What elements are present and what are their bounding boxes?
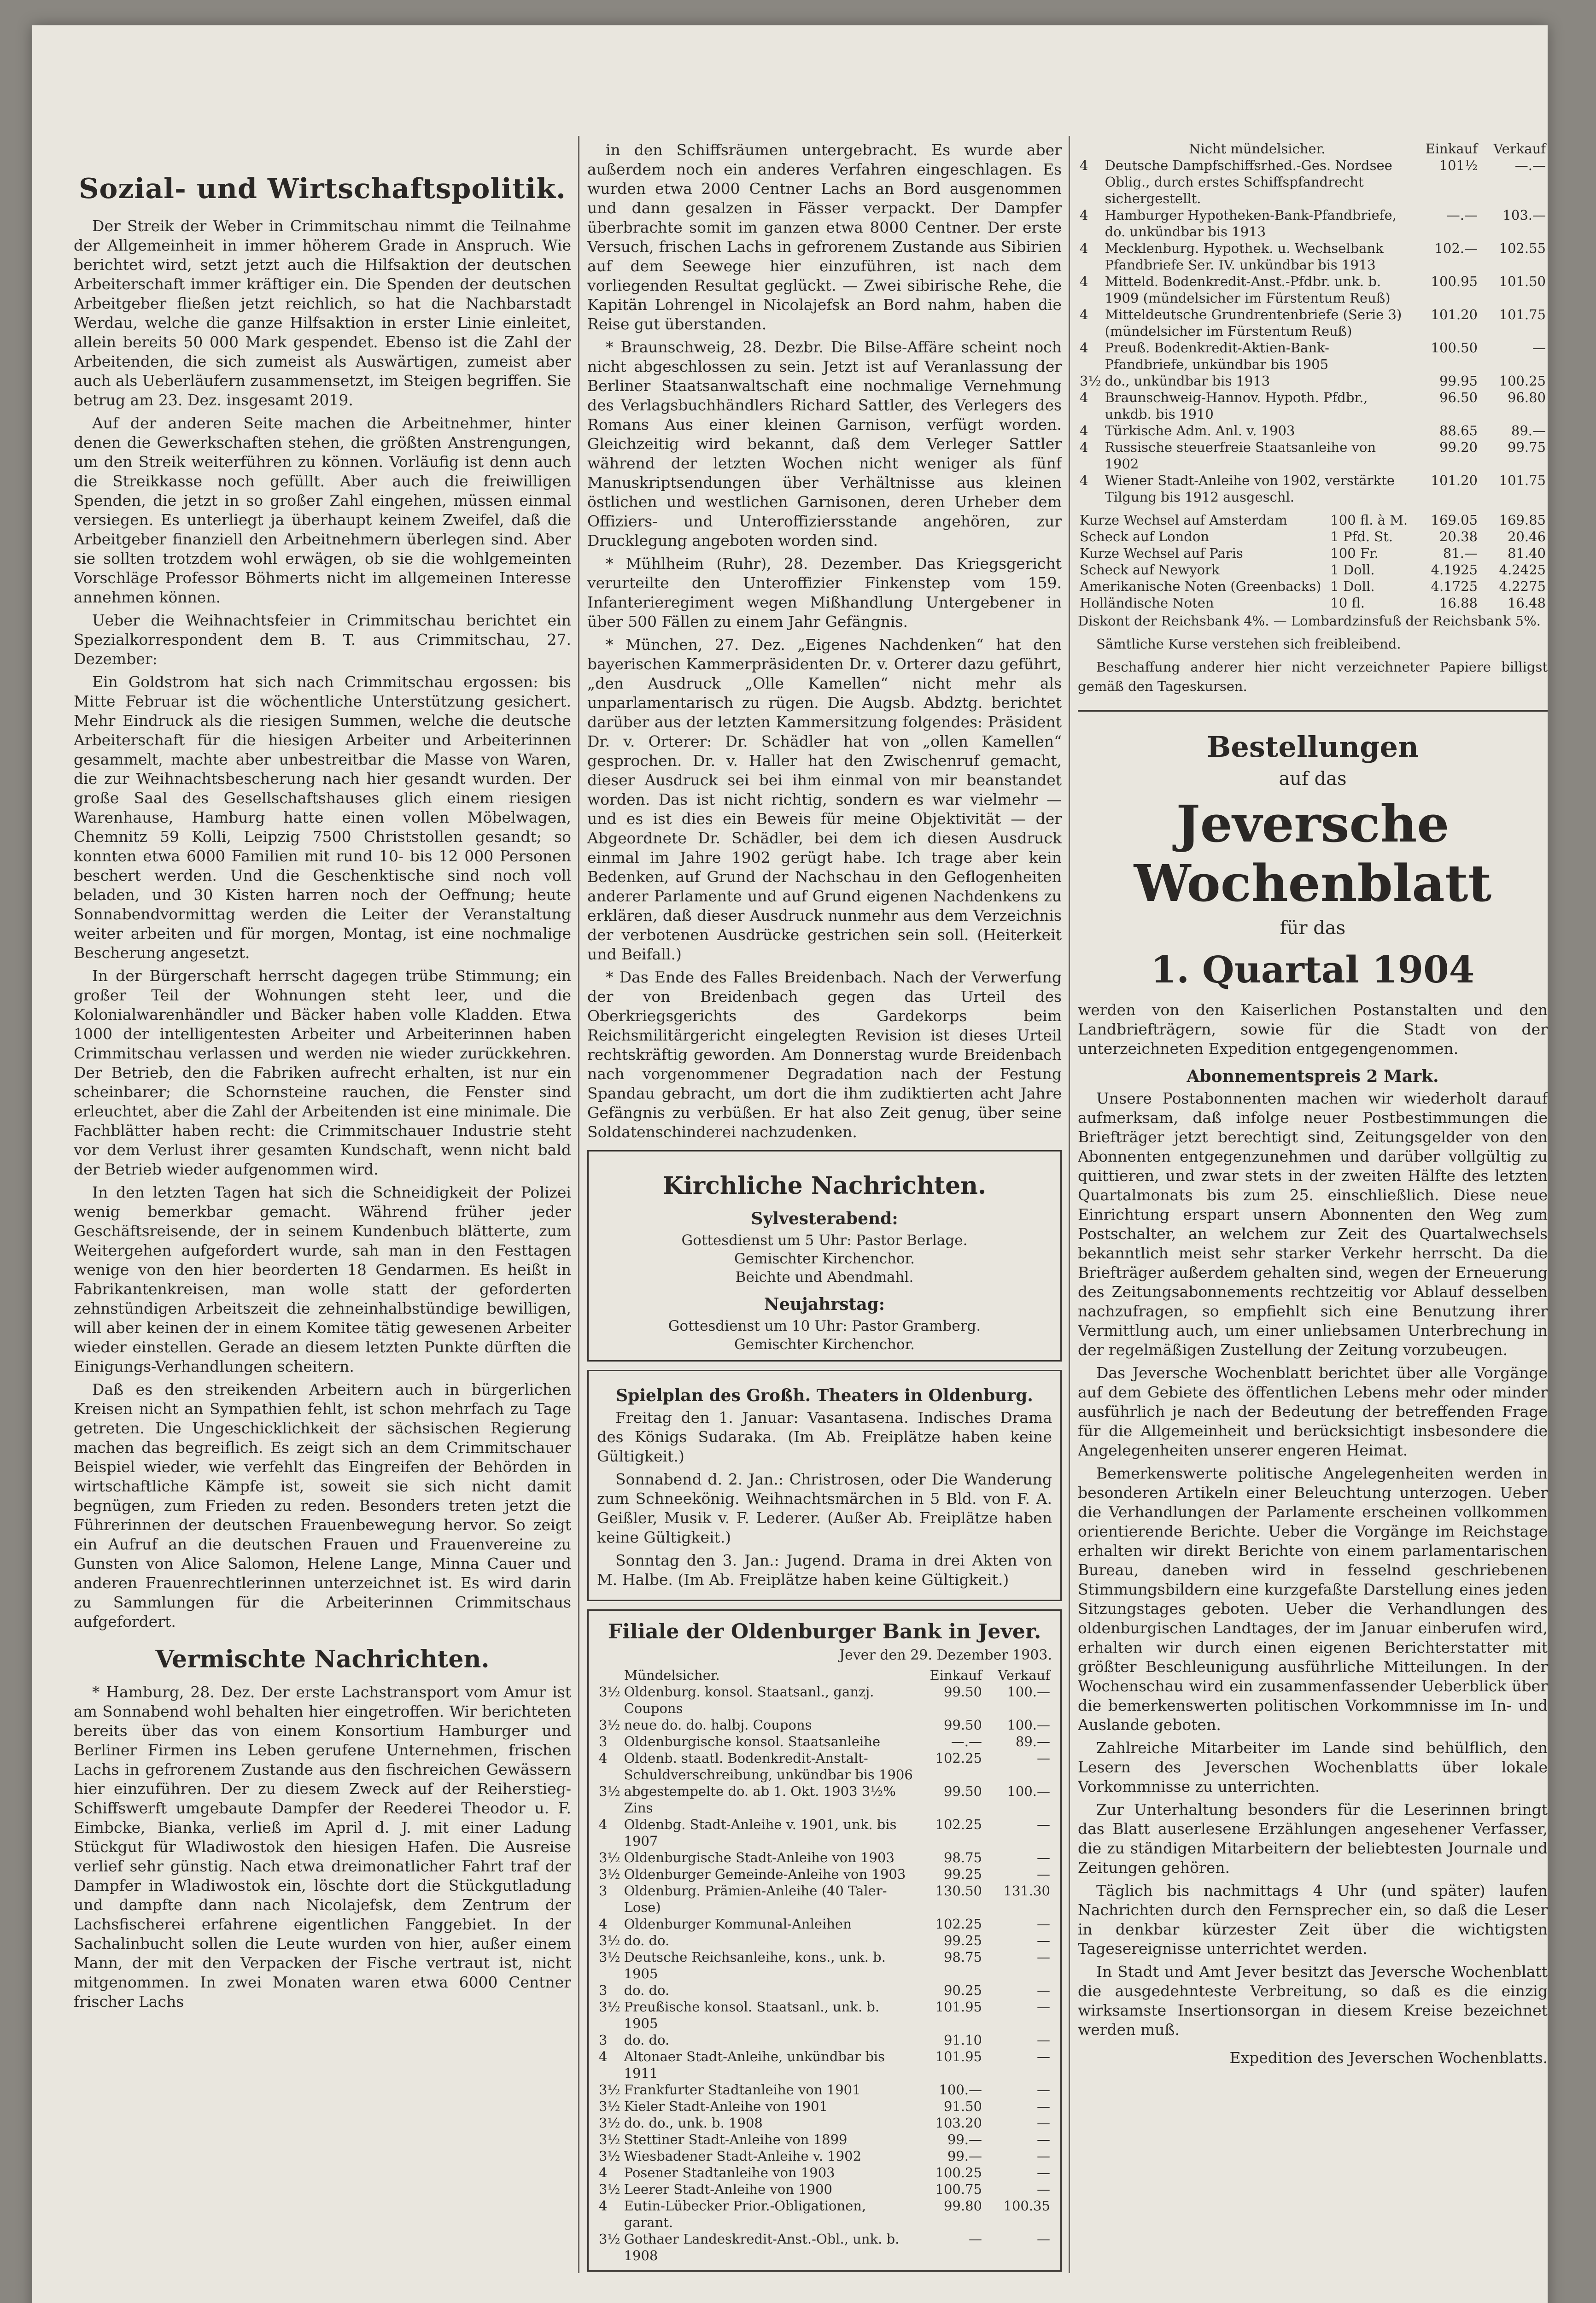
- bank-row-cell: 4: [599, 1916, 608, 1932]
- bank-row-cell: Kieler Stadt-Anleihe von 1901: [624, 2098, 828, 2114]
- fin-row: [1078, 439, 1548, 472]
- bank-row-cell: 131.30: [1003, 1883, 1050, 1899]
- bank-row-cell: Oldenburgische konsol. Staatsanleihe: [624, 1734, 881, 1749]
- bank-row: [597, 1882, 1052, 1916]
- bank-row: [597, 2032, 1052, 2048]
- column-right: [1078, 140, 1548, 2278]
- bank-row-cell: 3½: [599, 1717, 620, 1733]
- bank-row-cell: 3½: [599, 1783, 620, 1799]
- bank-row: [597, 1683, 1052, 1717]
- bank-row-cell: 4: [599, 2198, 608, 2214]
- ad-lead: werden von den Kaiserlichen Postanstalten und den Landbriefträgern, sowie für die Stadt von der unterzeichneten Expedition entgegengenommen.: [1078, 1001, 1548, 1058]
- fin-row: [1078, 373, 1548, 389]
- fin-row-cell: 101.75: [1499, 473, 1546, 488]
- bank-row-cell: 3½: [599, 1933, 620, 1948]
- bank-row-cell: Oldenbg. Stadt-Anleihe v. 1901, unk. bis 1907: [624, 1817, 897, 1849]
- bank-row-cell: 100.—: [1007, 1684, 1050, 1700]
- bank-row-cell: Oldenb. staatl. Bodenkredit-Anstalt-Schuldverschreibung, unkündbar bis 1906: [624, 1750, 913, 1783]
- church-line: Gottesdienst um 10 Uhr: Pastor Gramberg.: [668, 1318, 981, 1334]
- rate-row-cell: 169.85: [1499, 512, 1546, 528]
- bank-row-cell: —: [1037, 1982, 1050, 1998]
- bank-row: [597, 1949, 1052, 1982]
- fin-row-cell: —: [1532, 340, 1546, 356]
- bank-row-cell: do. do.: [624, 1982, 670, 1998]
- rate-row-cell: 20.38: [1439, 529, 1478, 544]
- church-line: Gottesdienst um 5 Uhr: Pastor Berlage.: [681, 1232, 968, 1249]
- bank-row-cell: 91.10: [943, 2032, 982, 2048]
- bank-row-cell: 102.25: [935, 1916, 982, 1932]
- fin-row-cell: 4: [1080, 307, 1088, 322]
- bank-row: [597, 2081, 1052, 2098]
- bank-row: [597, 2164, 1052, 2181]
- bank-row-cell: —: [1037, 2098, 1050, 2114]
- fin-row-cell: 4: [1080, 423, 1088, 438]
- ad-quarter: 1. Quartal 1904: [1151, 948, 1475, 991]
- bank-row-cell: Stettiner Stadt-Anleihe von 1899: [624, 2132, 848, 2147]
- bank-row-cell: 99.80: [943, 2198, 982, 2214]
- bank-row-cell: 91.50: [943, 2098, 982, 2114]
- bank-row-cell: Oldenburg. Prämien-Anleihe (40 Taler-Lose): [624, 1883, 887, 1915]
- bank-row-cell: 101.95: [935, 1999, 982, 2015]
- bank-row-cell: 130.50: [935, 1883, 982, 1899]
- fin-row: [1078, 389, 1548, 422]
- fin-row-cell: 101½: [1439, 158, 1478, 173]
- bank-row: [597, 1750, 1052, 1783]
- kurse-note: Beschaffung anderer hier nicht verzeichneter Papiere billigst gemäß den Tageskursen.: [1078, 659, 1548, 694]
- rate-row: [1078, 578, 1548, 595]
- bank-row-cell: —: [1037, 1850, 1050, 1865]
- fin-row-cell: 4: [1080, 274, 1088, 289]
- ad-paragraph: Bemerkenswerte politische Angelegenheiten werden in besonderen Artikeln einer Beleuchtung unterzogen. Ueber die Verhandlungen der Parlamente erscheinen vollkommen orientierende Berichte. Ueber die Vorgänge im Reichstage erhalten wir direkt Berichte von einem parlamentarischen Bureau, daneben wird in fesselnd geschriebenen Stimmungsbildern eine kurzgefaßte Darstellung eines jeden Sitzungstages geboten. Ueber die Verhandlungen des oldenburgischen Landtages, der im Januar einberufen wird, erhalten wir durch einen eigenen Berichterstatter mit größter Beschleunigung ausführliche Mitteilungen. In der Wochenschau wird ein zusammenfassender Ueberblick über die bemerkenswerten politischen Vorkommnisse im In- und Auslande geboten.: [1078, 1464, 1548, 1734]
- rate-row-cell: 81.—: [1443, 545, 1478, 561]
- rate-row-cell: Amerikanische Noten (Greenbacks): [1080, 579, 1321, 594]
- bank-row: [597, 1717, 1052, 1733]
- fin-row-cell: 88.65: [1439, 423, 1478, 438]
- bank-row-cell: 89.—: [1015, 1734, 1050, 1749]
- fin-row-cell: Preuß. Bodenkredit-Aktien-Bank-Pfandbriefe, unkündbar bis 1905: [1105, 340, 1329, 372]
- bank-row-cell: 102.25: [935, 1750, 982, 1766]
- bank-row-cell: Altonaer Stadt-Anleihe, unkündbar bis 1911: [624, 2049, 885, 2081]
- bank-row-cell: 3½: [599, 1866, 620, 1882]
- ad-paragraph: Das Jeversche Wochenblatt berichtet über alle Vorgänge auf dem Gebiete des öffentlichen Lebens mehr oder minder ausführlich je nach der Bedeutung der betreffenden Frage für die Allgemeinheit und berücksichtigt insbesondere die Angelegenheiten unserer engeren Heimat.: [1078, 1364, 1548, 1459]
- bank-row-cell: Eutin-Lübecker Prior.-Obligationen, garant.: [624, 2198, 866, 2230]
- column-middle: [587, 140, 1062, 2278]
- bank-row-cell: 98.75: [943, 1850, 982, 1865]
- theater-line: Sonntag den 3. Jan.: Jugend. Drama in drei Akten von M. Halbe. (Im Ab. Freiplätze haben keine Gültigkeit.): [597, 1551, 1052, 1589]
- bank-date: Jever den 29. Dezember 1903.: [839, 1647, 1052, 1663]
- bank-row: [597, 1783, 1052, 1816]
- bank-row-cell: 100.—: [1007, 1783, 1050, 1799]
- article-paragraph: Daß es den streikenden Arbeitern auch in bürgerlichen Kreisen nicht an Sympathien fehlt, ist schon mehrfach zu Tage getreten. Die Ungeschicklichkeit der sächsischen Regierung machen das begreiflich. Es zeigt sich an dem Crimmitschauer Beispiel wieder, wie verfehlt das Eingreifen der Behörden in wirtschaftliche Kämpfe ist, soweit sie sich nicht damit begnügen, zum Frieden zu reden. Besonders treten jetzt die Führerinnen der deutschen Frauenbewegung hervor. So zeigt ein Aufruf an die deutschen Frauen und Frauenvereine zu Gunsten von Alice Salomon, Helene Lange, Minna Cauer und anderen Frauenrechtlerinnen unterzeichnet ist. Es wird darin zu Sammlungen für die Arbeiterinnen Crimmitschaus aufgefordert.: [74, 1380, 571, 1631]
- bank-row-cell: —: [1037, 1866, 1050, 1882]
- bank-row: [597, 1816, 1052, 1849]
- bank-row-cell: 3½: [599, 1684, 620, 1700]
- fin-row: [1078, 422, 1548, 439]
- kurse-note: Sämtliche Kurse verstehen sich freibleibend.: [1096, 636, 1401, 652]
- church-line: Gemischter Kirchenchor.: [734, 1336, 915, 1353]
- fin-row-cell: 100.25: [1499, 373, 1546, 389]
- bank-row-cell: —: [1037, 2049, 1050, 2064]
- bank-row-cell: —: [1037, 1999, 1050, 2015]
- bank-row-cell: 3½: [599, 2132, 620, 2147]
- bank-row-cell: —: [1037, 2231, 1050, 2247]
- bank-row: [597, 1982, 1052, 1999]
- article-paragraph: * Mühlheim (Ruhr), 28. Dezember. Das Kriegsgericht verurteilte den Unteroffizier Finkenstep vom 159. Infanterieregiment wegen Mißhandlung Untergebener in über 500 Fällen zu einem Jahr Gefängnis.: [587, 555, 1062, 631]
- newspaper-page: [32, 25, 1548, 2303]
- fin-row-cell: 100.95: [1431, 274, 1478, 289]
- rate-row-cell: 16.48: [1507, 595, 1546, 611]
- bank-row-cell: 3½: [599, 2115, 620, 2131]
- bank-row-cell: —: [1037, 1750, 1050, 1766]
- article-paragraph: * München, 27. Dez. „Eigenes Nachdenken“ hat den bayerischen Kammerpräsidenten Dr. v. Orterer dazu geführt, „den Ausdruck „Olle Kamellen“ nicht mehr als unparlamentarisch zu rügen. Die Augsb. Abdztg. berichtet darüber aus der letzten Kammersitzung folgendes: Präsident Dr. v. Orterer: Dr. Schädler hat von „ollen Kamellen“ gesprochen. Dr. v. Haller hat den Zwischenruf gemacht, dieser Ausdruck sei bei ihm einmal von mir beanstandet worden. Das ist nicht richtig, sondern es war vielmehr — und es ist dies ein Beweis für meine Objektivität — der Abgeordnete Dr. Schädler, bei dem ich diesen Ausdruck einmal im Jahre 1902 gerügt habe. Ich trage aber kein Bedenken, auf Grund der Nachschau in den Geflogenheiten anderer Parlamente und auf Grund eigenen Nachdenkens zu erklären, daß dieser Ausdruck nunmehr aus dem Verzeichnis der verbotenen Ausdrücke gestrichen sein soll. (Heiterkeit und Beifall.): [587, 636, 1062, 963]
- bank-row-cell: —: [1037, 2115, 1050, 2131]
- fin-row-cell: 102.55: [1499, 240, 1546, 256]
- bank-row-cell: abgestempelte do. ab 1. Okt. 1903 3½% Zins: [624, 1783, 896, 1816]
- rate-row-cell: 1 Doll.: [1330, 579, 1375, 594]
- rate-row-cell: Scheck auf London: [1080, 529, 1209, 544]
- fin-row-cell: 99.20: [1439, 439, 1478, 455]
- bank-row-cell: 3½: [599, 1949, 620, 1965]
- fin-row-cell: 102.—: [1434, 240, 1478, 256]
- fin-row-cell: Wiener Stadt-Anleihe von 1902, verstärkte Tilgung bis 1912 ausgeschl.: [1105, 473, 1395, 505]
- bank-row-cell: —: [1037, 2132, 1050, 2147]
- fin-row-cell: 103.—: [1502, 207, 1546, 223]
- bank-row: [597, 2231, 1052, 2264]
- ad-paragraph: Unsere Postabonnenten machen wir wiederholt darauf aufmerksam, daß infolge neuer Postbestimmungen die Briefträger jetzt berechtigt sind, Zeitungsgelder von den Abonnenten entgegenzunehmen und darüber vollgültig zu quittieren, und zwar stets in der zweiten Hälfte des letzten Quartalmonats bis zum 25. einschließlich. Diese neue Einrichtung erspart unsern Abonnenten den Weg zum Postschalter, an welchem zur Zeit des Quartalwechsels bekanntlich meist sehr starker Verkehr herrscht. Da die Briefträger außerdem gehalten sind, wegen der Erneuerung des Zeitungsabonnements rechtzeitig vor Ablauf desselben nachzufragen, so empfiehlt sich eine Benutzung ihrer Vermittlung auch, um einer unliebsamen Unterbrechung in der regelmäßigen Zustellung der Zeitung vorzubeugen.: [1078, 1089, 1548, 1359]
- church-sub: Neujahrstag:: [764, 1295, 885, 1314]
- bank-row-cell: 100.25: [935, 2165, 982, 2180]
- nonsafe-table: [1078, 140, 1548, 505]
- bank-row: [597, 1866, 1052, 1882]
- rate-row-cell: 4.1925: [1431, 562, 1478, 578]
- ad-banner: Bestellungen: [1207, 730, 1419, 764]
- fin-row: [1078, 472, 1548, 505]
- bank-row-cell: Oldenburgische Stadt-Anleihe von 1903: [624, 1850, 894, 1865]
- bank-row-cell: do. do.: [624, 2032, 670, 2048]
- theater-line: Freitag den 1. Januar: Vasantasena. Indisches Drama des Königs Sudaraka. (Im Ab. Freiplätze haben keine Gültigkeit.): [597, 1409, 1052, 1465]
- bank-row-cell: 3½: [599, 1999, 620, 2015]
- rate-row-cell: Kurze Wechsel auf Paris: [1080, 545, 1243, 561]
- fin-row-cell: 4: [1080, 473, 1088, 488]
- rate-row: [1078, 512, 1548, 528]
- fin-head-label: Nicht mündelsicher.: [1189, 141, 1326, 157]
- bank-row: [597, 1849, 1052, 1866]
- bank-row-cell: 3: [599, 1734, 608, 1749]
- rate-row-cell: 1 Pfd. St.: [1330, 529, 1393, 544]
- bank-row-cell: 103.20: [935, 2115, 982, 2131]
- bank-row-cell: 3½: [599, 2148, 620, 2164]
- fin-row-cell: 99.95: [1439, 373, 1478, 389]
- article-paragraph: in den Schiffsräumen untergebracht. Es wurde aber außerdem noch ein anderes Verfahren eingeschlagen. Es wurden etwa 2000 Centner Lachs an Bord ausgenommen und dann gesalzen in Fässer verpackt. Der Dampfer überbrachte somit im ganzen etwa 8000 Centner. Der erste Versuch, frischen Lachs in gefrorenem Zustande aus Sibirien auf dem Seewege hier einzuführen, ist nach dem vorliegenden Resultat geglückt. — Zwei sibirische Rehe, die Kapitän Lohrengel in Nicolajefsk an Bord nahm, haben die Reise gut überstanden.: [587, 141, 1062, 333]
- article-paragraph: Der Streik der Weber in Crimmitschau nimmt die Teilnahme der Allgemeinheit in immer höherem Grade in Anspruch. Wie berichtet wird, setzt jetzt auch die Hilfsaktion der deutschen Arbeiterschaft immer kräftiger ein. Die Spenden der deutschen Arbeitgeber fließen jetzt reichlich, so hat die Nachbarstadt Werdau, welche die ganze Hilfsaktion in erster Linie einleitet, allein bereits 50 000 Mark gespendet. Ebenso ist die Zahl der Arbeitenden, die sich zumeist als Auswärtigen, zumeist aber auch als Ueberläufern zusammensetzt, im Steigen begriffen. Sie betrug am 23. Dez. insgesamt 2019.: [74, 217, 571, 409]
- fin-row: [1078, 339, 1548, 373]
- fin-head-buy: Einkauf: [1425, 141, 1478, 157]
- fin-row-cell: Mitteld. Bodenkredit-Anst.-Pfdbr. unk. b. 1909 (mündelsicher im Fürstentum Reuß): [1105, 274, 1391, 306]
- fin-row-cell: 4: [1080, 439, 1088, 455]
- bank-row-cell: 90.25: [943, 1982, 982, 1998]
- fin-row-cell: —.—: [1446, 207, 1478, 223]
- bank-row-cell: 102.25: [935, 1817, 982, 1832]
- section-vermischte: Vermischte Nachrichten.: [155, 1645, 490, 1673]
- bank-row: [597, 2148, 1052, 2164]
- bank-row-cell: 3: [599, 1883, 608, 1899]
- headline-sozial: Sozial- und Wirtschaftspolitik.: [79, 173, 566, 205]
- bank-head-buy: Einkauf: [930, 1667, 982, 1683]
- article-paragraph: * Hamburg, 28. Dez. Der erste Lachstransport vom Amur ist am Sonnabend wohl behalten hier eingetroffen. Wir berichteten bereits über das von einem Konsortium Hamburger und Berliner Firmen ins Leben gerufene Unternehmen, frischen Lachs in gefrorenem Zustande aus den fischreichen Gewässern hier einzuführen. Der zu diesem Zweck auf der Reiherstieg-Schiffswerft umgebaute Dampfer der Reederei Theodor u. F. Eimbcke, Bianka, verließ im April d. J. mit einer Ladung Stückgut für Wladiwostok den hiesigen Hafen. Die Ausreise verlief sehr günstig. Nach etwa dreimonatlicher Fahrt traf der Dampfer in Wladiwostok ein, löschte dort die Stückgutladung und dampfte dann nach Nicolajefsk, dem Zentrum der Lachsfischerei erfahrene eigentlichen Fanggebiet. In der Sachalinbucht sollen die Leute wurden von hier, außer einem Mann, der mit den Verpacken der Fische vertraut ist, nicht mitgenommen. In zwei Monaten waren etwa 6000 Centner frischer Lachs: [74, 1683, 571, 2011]
- fin-row-cell: 96.80: [1507, 390, 1546, 405]
- bank-row-cell: Oldenburger Gemeinde-Anleihe von 1903: [624, 1866, 906, 1882]
- ad-signature: Expedition des Jeverschen Wochenblatts.: [1229, 2049, 1548, 2067]
- rate-row-cell: 4.2275: [1499, 579, 1546, 594]
- bank-row-cell: 99.50: [943, 1684, 982, 1700]
- bank-row-cell: 3½: [599, 2181, 620, 2197]
- bank-row-cell: —: [1037, 1949, 1050, 1965]
- fin-row-cell: 3½: [1080, 373, 1101, 389]
- bank-row-cell: Gothaer Landeskredit-Anst.-Obl., unk. b. 1908: [624, 2231, 900, 2263]
- ad-paragraph: In Stadt und Amt Jever besitzt das Jeversche Wochenblatt die ausgedehnteste Verbreitung, so daß es die einzig wirksamste Insertionsorgan in diesem Kreise bezeichnet werden muß.: [1078, 1963, 1548, 2039]
- rate-row: [1078, 545, 1548, 561]
- bank-row-cell: —: [969, 2231, 982, 2247]
- fin-row-cell: Deutsche Dampfschiffsrhed.-Ges. Nordsee Oblig., durch erstes Schiffspfandrecht sichergestellt.: [1105, 158, 1392, 206]
- rate-row-cell: 81.40: [1507, 545, 1546, 561]
- bank-row: [597, 2198, 1052, 2231]
- bank-row-cell: 3½: [599, 2231, 620, 2247]
- rate-row-cell: 4.1725: [1431, 579, 1478, 594]
- bank-row-cell: Wiesbadener Stadt-Anleihe v. 1902: [624, 2148, 862, 2164]
- bank-row: [597, 2131, 1052, 2148]
- rate-row-cell: 4.2425: [1499, 562, 1546, 578]
- bank-table: [597, 1667, 1052, 2264]
- bank-row-cell: 99.50: [943, 1783, 982, 1799]
- bank-row: [597, 2181, 1052, 2198]
- bank-head-sell: Verkauf: [998, 1667, 1050, 1683]
- bank-row-cell: 99.—: [947, 2132, 982, 2147]
- bank-row: [597, 2048, 1052, 2081]
- ad-paragraph: Täglich bis nachmittags 4 Uhr (und später) laufen Nachrichten durch den Fernsprecher ein, so daß die Leser in denkbar kürzester Zeit über die wichtigsten Tagesereignisse unterrichtet werden.: [1078, 1882, 1548, 1958]
- bank-row: [597, 2098, 1052, 2115]
- fin-row-cell: Mitteldeutsche Grundrentenbriefe (Serie 3) (mündelsicher im Fürstentum Reuß): [1105, 307, 1402, 339]
- bank-row-cell: —: [1037, 1916, 1050, 1932]
- bank-row-cell: —: [1037, 2165, 1050, 2180]
- bank-row-cell: 3½: [599, 2098, 620, 2114]
- bank-row-cell: 100.35: [1003, 2198, 1050, 2214]
- bank-row-cell: —: [1037, 2032, 1050, 2048]
- bank-row: [597, 1932, 1052, 1949]
- fin-row-cell: 101.20: [1431, 307, 1478, 322]
- bank-row: [597, 1733, 1052, 1750]
- fin-row-cell: 101.50: [1499, 274, 1546, 289]
- bank-row: [597, 2115, 1052, 2131]
- bank-row-cell: 99.25: [943, 1866, 982, 1882]
- article-paragraph: In den letzten Tagen hat sich die Schneidigkeit der Polizei wenig bemerkbar gemacht. Während früher jeder Geschäftsreisende, der in seinem Kundenbuch blätterte, zum Weitergehen aufgefordert wurde, sah man in den Festtagen wenige von den hier beorderten 18 Gendarmen. Es heißt in Fabrikantenkreisen, man wolle statt der geforderten zehnstündigen Arbeitszeit die zehneinhalbstündige bewilligen, will aber keinen der in einem Komitee tätig gewesenen Arbeiter wieder einstellen. Gerade an diesem letzten Punkte dürften die Einigungs-Verhandlungen scheitern.: [74, 1183, 571, 1375]
- bank-row-cell: 99.50: [943, 1717, 982, 1733]
- theater-line: Sonnabend d. 2. Jan.: Christrosen, oder Die Wanderung zum Schneekönig. Weihnachtsmärchen in 5 Bld. von F. A. Geißler, Musik v. F. Lederer. (Außer Ab. Freiplätze haben keine Gültigkeit.): [597, 1470, 1052, 1546]
- fin-row: [1078, 157, 1548, 207]
- bank-row-cell: 101.95: [935, 2049, 982, 2064]
- rate-row: [1078, 561, 1548, 578]
- church-title: Kirchliche Nachrichten.: [662, 1172, 987, 1200]
- bank-row-cell: 4: [599, 2049, 608, 2064]
- church-line: Beichte und Abendmahl.: [735, 1269, 914, 1286]
- bank-row-cell: 100.75: [935, 2181, 982, 2197]
- rate-row-cell: 100 Fr.: [1330, 545, 1379, 561]
- bank-row-cell: —: [1037, 2082, 1050, 2098]
- bank-row-cell: Deutsche Reichsanleihe, kons., unk. b. 1905: [624, 1949, 886, 1982]
- bank-row-cell: —: [1037, 1933, 1050, 1948]
- bank-row-cell: —: [1037, 2181, 1050, 2197]
- bank-row-cell: 4: [599, 1817, 608, 1832]
- fin-row-cell: 101.20: [1431, 473, 1478, 488]
- fin-row-cell: 101.75: [1499, 307, 1546, 322]
- bank-row-cell: —: [1037, 1817, 1050, 1832]
- church-line: Gemischter Kirchenchor.: [734, 1251, 915, 1267]
- rate-row: [1078, 595, 1548, 611]
- ad-paragraph: Zur Unterhaltung besonders für die Leserinnen bringt das Blatt auserlesene Erzählungen angesehener Verfasser, die zu ständigen Mitarbeitern der beliebtesten Journale und Zeitungen gehören.: [1078, 1800, 1548, 1876]
- theater-title: Spielplan des Großh. Theaters in Oldenburg.: [616, 1386, 1033, 1405]
- church-sub: Sylvesterabend:: [751, 1209, 898, 1228]
- rate-row-cell: 10 fl.: [1330, 595, 1365, 611]
- bank-row-cell: 98.75: [943, 1949, 982, 1965]
- bank-rates: [587, 1609, 1062, 2272]
- rate-row-cell: 169.05: [1431, 512, 1478, 528]
- exchange-table: [1078, 512, 1548, 611]
- bank-row-cell: 3½: [599, 2082, 620, 2098]
- fin-row-cell: Hamburger Hypotheken-Bank-Pfandbriefe, do. unkündbar bis 1913: [1105, 207, 1397, 240]
- fin-row-cell: 4: [1080, 158, 1088, 173]
- fin-row-cell: 99.75: [1507, 439, 1546, 455]
- column-rule: [1069, 136, 1070, 2273]
- discount-note: Diskont der Reichsbank 4%. — Lombardzinsfuß der Reichsbank 5%.: [1078, 613, 1541, 629]
- ad-price: Abonnementspreis 2 Mark.: [1187, 1067, 1439, 1086]
- bank-row-cell: Posener Stadtanleihe von 1903: [624, 2165, 835, 2180]
- fin-row-cell: Russische steuerfreie Staatsanleihe von 1902: [1105, 439, 1376, 472]
- fin-row: [1078, 306, 1548, 339]
- ad-title: Jeversche Wochenblatt: [1134, 794, 1492, 913]
- bank-row-cell: Preußische konsol. Staatsanl., unk. b. 1905: [624, 1999, 880, 2031]
- bank-title: Filiale der Oldenburger Bank in Jever.: [608, 1620, 1041, 1643]
- rate-row-cell: 16.88: [1439, 595, 1478, 611]
- fin-row: [1078, 273, 1548, 306]
- bank-row-cell: do. do., unk. b. 1908: [624, 2115, 763, 2131]
- fin-row-cell: 4: [1080, 390, 1088, 405]
- article-paragraph: In der Bürgerschaft herrscht dagegen trübe Stimmung; ein großer Teil der Wohnungen steht leer, und die Kolonialwarenhändler und Bäcker haben volle Kladden. Etwa 1000 der intelligentesten Arbeiter und Arbeiterinnen haben Crimmitschau verlassen und werden nie wieder zurückkehren. Der Betrieb, den die Fabriken aufrecht erhalten, ist nur ein scheinbarer; die Schornsteine rauchen, die Fenster sind erleuchtet, aber die Zahl der Arbeitenden ist eine minimale. Die Fachblätter haben recht: die Crimmitschauer Industrie steht vor dem Verlust ihrer gesamten Kundschaft, wenn nicht bald der Betrieb wieder aufgenommen wird.: [74, 967, 571, 1178]
- bank-row-cell: 99.25: [943, 1933, 982, 1948]
- bank-row-cell: 100.—: [939, 2082, 982, 2098]
- rate-row-cell: Kurze Wechsel auf Amsterdam: [1080, 512, 1287, 528]
- bank-row-cell: 4: [599, 2165, 608, 2180]
- fin-row-cell: 4: [1080, 207, 1088, 223]
- fin-row-cell: 4: [1080, 240, 1088, 256]
- rate-row-cell: 1 Doll.: [1330, 562, 1375, 578]
- bank-row-cell: 100.—: [1007, 1717, 1050, 1733]
- bank-head-label: Mündelsicher.: [624, 1667, 720, 1683]
- bank-row-cell: 3½: [599, 1850, 620, 1865]
- article-paragraph: Ueber die Weihnachtsfeier in Crimmitschau berichtet ein Spezialkorrespondent dem B. T. aus Crimmitschau, 27. Dezember:: [74, 611, 571, 668]
- fin-row: [1078, 207, 1548, 240]
- bank-row-cell: neue do. do. halbj. Coupons: [624, 1717, 812, 1733]
- ad-paragraph: Zahlreiche Mitarbeiter im Lande sind behülflich, den Lesern des Jeverschen Wochenblatts über lokale Vorkommnisse zu unterrichten.: [1078, 1739, 1548, 1795]
- fin-row-cell: Braunschweig-Hannov. Hypoth. Pfdbr., unkdb. bis 1910: [1105, 390, 1368, 422]
- church-notice: [587, 1150, 1062, 1362]
- rate-row-cell: Holländische Noten: [1080, 595, 1214, 611]
- bank-row-cell: 4: [599, 1750, 608, 1766]
- bank-row-cell: Oldenburger Kommunal-Anleihen: [624, 1916, 852, 1932]
- rate-row: [1078, 528, 1548, 545]
- fin-head-sell: Verkauf: [1493, 141, 1546, 157]
- article-paragraph: Auf der anderen Seite machen die Arbeitnehmer, hinter denen die Gewerkschaften stehen, die größten Anstrengungen, um den Streik weiterführen zu können. Vorläufig ist denn auch die Streikkasse noch gefüllt. Aber auch die freiwilligen Spenden, die jetzt in so großer Zahl eingehen, müssen einmal versiegen. Es unterliegt ja überhaupt keinem Zweifel, daß die Arbeitgeber finanziell den Arbeitnehmern überlegen sind. Aber sie sollten trotzdem wohl erwägen, ob sie die wohlgemeinten Vorschläge Professor Böhmerts nicht im allgemeinen Interesse annehmen können.: [74, 414, 571, 606]
- column-rule: [578, 136, 579, 2273]
- column-left: [74, 140, 571, 2278]
- subscription-ad: [1078, 710, 1548, 2067]
- bank-row: [597, 1916, 1052, 1932]
- article-paragraph: * Braunschweig, 28. Dezbr. Die Bilse-Affäre scheint noch nicht abgeschlossen zu sein. Jetzt ist auf Veranlassung der Berliner Staatsanwaltschaft eine nochmalige Vernehmung des Verlagsbuchhändlers Richard Sattler, des Verlegers des Romans Aus einer kleinen Garnison, verfügt worden. Gleichzeitig wird bekannt, daß dem Verleger Sattler während der letzten Wochen nicht weniger als fünf Manuskriptsendungen über Verhältnisse aus kleinen östlichen und westlichen Garnisonen, deren Urheber dem Offiziers- und Unteroffiziersstande angehören, zur Drucklegung angeboten worden sind.: [587, 338, 1062, 549]
- bank-row-cell: 3: [599, 1982, 608, 1998]
- bank-row-cell: Frankfurter Stadtanleihe von 1901: [624, 2082, 861, 2098]
- fin-row-cell: 4: [1080, 340, 1088, 356]
- fin-row-cell: Türkische Adm. Anl. v. 1903: [1105, 423, 1295, 438]
- rate-row-cell: Scheck auf Newyork: [1080, 562, 1220, 578]
- ad-fuer: für das: [1280, 918, 1346, 939]
- fin-row: [1078, 240, 1548, 273]
- fin-row-cell: do., unkündbar bis 1913: [1105, 373, 1270, 389]
- bank-row-cell: —: [1037, 2148, 1050, 2164]
- ad-auf: auf das: [1279, 768, 1347, 789]
- fin-row-cell: —.—: [1514, 158, 1546, 173]
- rate-row-cell: 100 fl. à M.: [1330, 512, 1408, 528]
- theater-notice: [587, 1370, 1062, 1601]
- bank-row-cell: Oldenburg. konsol. Staatsanl., ganzj. Coupons: [624, 1684, 874, 1716]
- bank-row-cell: Leerer Stadt-Anleihe von 1900: [624, 2181, 833, 2197]
- bank-row-cell: 99.—: [947, 2148, 982, 2164]
- bank-row-cell: 3: [599, 2032, 608, 2048]
- bank-row-cell: —.—: [951, 1734, 982, 1749]
- fin-row-cell: 89.—: [1511, 423, 1546, 438]
- article-paragraph: * Das Ende des Falles Breidenbach. Nach der Verwerfung der von Breidenbach gegen das Urteil des Oberkriegsgerichts des Gardekorps beim Reichsmilitärgericht eingelegten Revision ist dieses Urteil rechtskräftig geworden. Am Donnerstag wurde Breidenbach nach vorgenommener Degradation nach der Festung Spandau gebracht, um dort die ihm zudiktierten acht Jahre Gefängnis zu verbüßen. Er hat also Zeit genug, über seine Soldatenschinderei nachzudenken.: [587, 968, 1062, 1141]
- fin-row-cell: 96.50: [1439, 390, 1478, 405]
- bank-row: [597, 1999, 1052, 2032]
- fin-row-cell: Mecklenburg. Hypothek. u. Wechselbank Pfandbriefe Ser. IV. unkündbar bis 1913: [1105, 240, 1384, 273]
- bank-row-cell: do. do.: [624, 1933, 670, 1948]
- fin-row-cell: 100.50: [1431, 340, 1478, 356]
- article-paragraph: Ein Goldstrom hat sich nach Crimmitschau ergossen: bis Mitte Februar ist die wöchentliche Unterstützung gesichert. Mehr Eindruck als die riesigen Summen, welche die deutsche Arbeiterschaft für die hiesigen Arbeiter und Arbeiterinnen gesammelt, machte aber unbestreitbar die Masse von Waren, die zur Weihnachtsbescherung nach hier gesandt wurden. Der große Saal des Gesellschaftshauses glich einem riesigen Warenhause, Hamburg hatte einen vollen Möbelwagen, Chemnitz 59 Kolli, Leipzig 7500 Christstollen gesandt; so konnten etwa 6000 Familien mit rund 10- bis 12 000 Personen beschert werden. Und die Geschenktische sind noch voll beladen, und 30 Kisten harren noch der Oeffnung; heute Sonnabendvormittag werden die Leiter der Veranstaltung weiter arbeiten und für morgen, Montag, ist eine nochmalige Bescherung angesetzt.: [74, 673, 571, 962]
- rate-row-cell: 20.46: [1507, 529, 1546, 544]
